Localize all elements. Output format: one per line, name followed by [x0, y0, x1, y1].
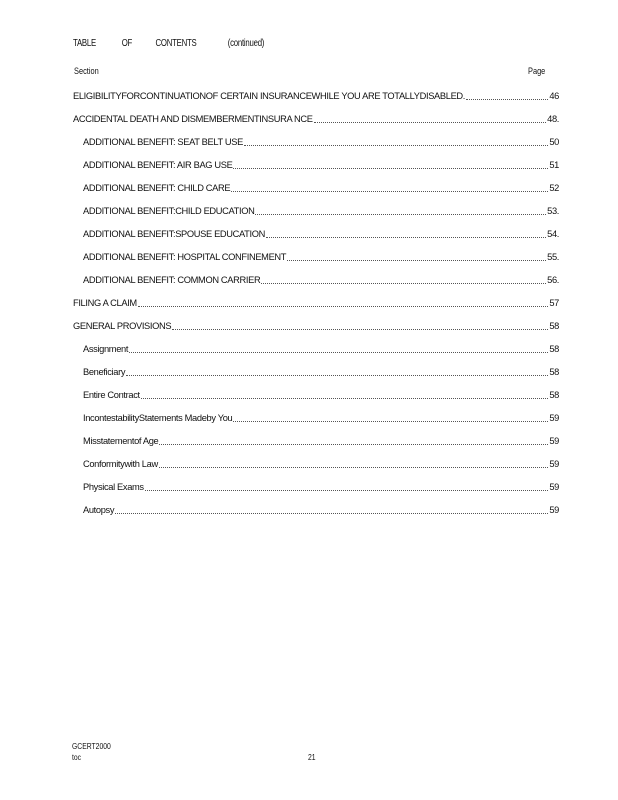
- toc-entry-page: 58: [549, 344, 559, 354]
- toc-entry: [83, 459, 559, 473]
- dot-leader: [466, 98, 548, 100]
- toc-entry: [73, 114, 559, 128]
- toc-entry: [83, 505, 559, 519]
- toc-entry-page: 59: [549, 459, 559, 469]
- toc-entry-title: Misstatementof Age: [83, 436, 159, 446]
- toc-entry-page: 59: [549, 482, 559, 492]
- toc-heading: [73, 38, 264, 49]
- toc-entry-title: ACCIDENTAL DEATH AND DISMEMBERMENTINSURA NCE: [73, 114, 313, 124]
- toc-entry: [83, 413, 559, 427]
- toc-entry-page: 58: [549, 390, 559, 400]
- toc-entry-title: ADDITIONAL BENEFIT: AIR BAG USE: [83, 160, 233, 170]
- toc-entry-title: Assignment: [83, 344, 129, 354]
- toc-entry-page: 53.: [547, 206, 559, 216]
- dot-leader: [138, 305, 549, 307]
- toc-entry-title: ADDITIONAL BENEFIT:SPOUSE EDUCATION: [83, 229, 265, 239]
- toc-entry-page: 51: [549, 160, 559, 170]
- heading-word-of: OF: [121, 38, 133, 49]
- toc-entry-title: Beneficiary: [83, 367, 126, 377]
- footer-code-line2: toc: [72, 752, 82, 762]
- toc-entry: [83, 482, 559, 496]
- dot-leader: [231, 190, 548, 192]
- dot-leader: [145, 489, 549, 491]
- toc-entry-page: 56.: [547, 275, 559, 285]
- toc-entry-title: GENERAL PROVISIONS: [73, 321, 172, 331]
- dot-leader: [159, 466, 549, 468]
- dot-leader: [159, 443, 548, 445]
- footer-code-line1: GCERT2000: [72, 741, 111, 751]
- toc-entry-page: 52: [549, 183, 559, 193]
- toc-entry: [83, 252, 559, 266]
- column-header-section: Section: [74, 66, 99, 77]
- toc-entry: [83, 367, 559, 381]
- dot-leader: [172, 328, 548, 330]
- toc-entry: [83, 137, 559, 151]
- toc-entry: [83, 275, 559, 289]
- toc-entry-title: ADDITIONAL BENEFIT: SEAT BELT USE: [83, 137, 243, 147]
- heading-word-table: TABLE: [73, 38, 96, 49]
- dot-leader: [141, 397, 549, 399]
- toc-entry-title: Entire Contract: [83, 390, 140, 400]
- dot-leader: [261, 282, 546, 284]
- dot-leader: [233, 420, 548, 422]
- toc-entry-page: 46: [549, 91, 559, 101]
- dot-leader: [129, 351, 548, 353]
- toc-entry-title: ADDITIONAL BENEFIT: HOSPITAL CONFINEMENT: [83, 252, 287, 262]
- footer-page-number: 21: [308, 752, 316, 762]
- toc-entry: [83, 206, 559, 220]
- toc-entry-title: Conformitywith Law: [83, 459, 158, 469]
- toc-entry-page: 48.: [547, 114, 559, 124]
- toc-entry: [73, 298, 559, 312]
- toc-entry-page: 59: [549, 413, 559, 423]
- footer-code: [72, 741, 111, 763]
- heading-continued: (continued): [227, 38, 265, 49]
- toc-entry-page: 58: [549, 367, 559, 377]
- dot-leader: [244, 144, 548, 146]
- dot-leader: [255, 213, 546, 215]
- toc-entry-title: ADDITIONAL BENEFIT: CHILD CARE: [83, 183, 231, 193]
- toc-entry-title: Physical Exams: [83, 482, 144, 492]
- toc-entry-page: 55.: [547, 252, 559, 262]
- toc-entry-page: 59: [549, 436, 559, 446]
- toc-entry-page: 57: [549, 298, 559, 308]
- toc-entry: [73, 91, 559, 105]
- toc-entry: [83, 160, 559, 174]
- dot-leader: [115, 512, 548, 514]
- toc-entry: [83, 344, 559, 358]
- toc-entry-page: 59: [549, 505, 559, 515]
- toc-entry: [73, 321, 559, 335]
- toc-entry-title: ADDITIONAL BENEFIT:CHILD EDUCATION: [83, 206, 255, 216]
- toc-entry-page: 54.: [547, 229, 559, 239]
- toc-entry-title: ADDITIONAL BENEFIT: COMMON CARRIER: [83, 275, 261, 285]
- toc-entry-title: FILING A CLAIM: [73, 298, 137, 308]
- toc-entry-title: Autopsy: [83, 505, 115, 515]
- toc-entry-page: 50: [549, 137, 559, 147]
- column-header-page: Page: [528, 66, 546, 77]
- dot-leader: [314, 121, 547, 123]
- dot-leader: [233, 167, 548, 169]
- toc-entry: [83, 436, 559, 450]
- toc-entry-title: ELIGIBILITYFORCONTINUATIONOF CERTAIN INSURANCEWHILE YOU ARE TOTALLYDISABLED.: [73, 91, 466, 101]
- toc-entry-title: IncontestabilityStatements Madeby You: [83, 413, 233, 423]
- dot-leader: [287, 259, 546, 261]
- dot-leader: [126, 374, 548, 376]
- toc-entry: [83, 183, 559, 197]
- toc-entry: [83, 390, 559, 404]
- toc-entry-page: 58: [549, 321, 559, 331]
- heading-word-contents: CONTENTS: [155, 38, 197, 49]
- toc-entry: [83, 229, 559, 243]
- dot-leader: [266, 236, 546, 238]
